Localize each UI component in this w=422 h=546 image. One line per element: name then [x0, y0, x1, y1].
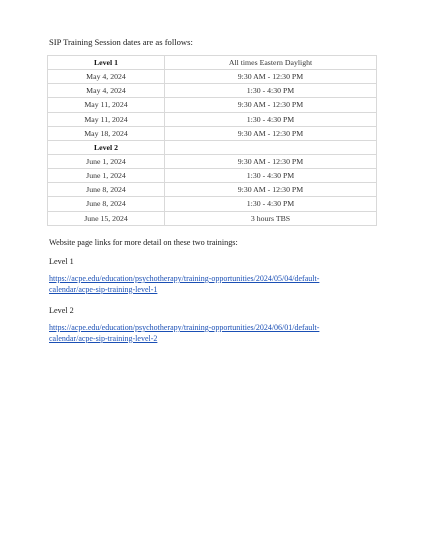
table-row: [48, 211, 377, 225]
time-cell: 9:30 AM - 12:30 PM: [165, 98, 377, 112]
table-level-header-row: [48, 140, 377, 154]
date-cell: June 1, 2024: [48, 169, 165, 183]
level-2-link-line-2: calendar/acpe-sip-training-level-2: [49, 333, 158, 343]
table-row: [48, 126, 377, 140]
date-cell: May 11, 2024: [48, 112, 165, 126]
table-row: [48, 84, 377, 98]
time-cell: 3 hours TBS: [165, 211, 377, 225]
time-note-cell: [165, 140, 377, 154]
table-row: [48, 98, 377, 112]
level-1-link-line-1: https://acpe.edu/education/psychotherapy/training-opportunities/2024/05/04/default-: [49, 274, 320, 283]
date-cell: May 18, 2024: [48, 126, 165, 140]
table-row: [48, 112, 377, 126]
time-cell: 1:30 - 4:30 PM: [165, 84, 377, 98]
date-cell: June 15, 2024: [48, 211, 165, 225]
training-schedule-table: [47, 55, 377, 226]
table-level-header-row: [48, 56, 377, 70]
table-row: [48, 169, 377, 183]
date-cell: May 4, 2024: [48, 70, 165, 84]
table-row: [48, 197, 377, 211]
table-row: [48, 70, 377, 84]
level-heading-cell: Level 1: [48, 56, 165, 70]
table-row: [48, 183, 377, 197]
time-cell: 9:30 AM - 12:30 PM: [165, 154, 377, 168]
time-cell: 1:30 - 4:30 PM: [165, 169, 377, 183]
time-cell: 9:30 AM - 12:30 PM: [165, 183, 377, 197]
time-cell: 1:30 - 4:30 PM: [165, 112, 377, 126]
date-cell: May 11, 2024: [48, 98, 165, 112]
time-cell: 1:30 - 4:30 PM: [165, 197, 377, 211]
time-note-cell: All times Eastern Daylight: [165, 56, 377, 70]
level-1-label: Level 1: [49, 257, 74, 266]
level-heading-cell: Level 2: [48, 140, 165, 154]
date-cell: May 4, 2024: [48, 84, 165, 98]
level-1-link-line-2: calendar/acpe-sip-training-level-1: [49, 284, 158, 294]
time-cell: 9:30 AM - 12:30 PM: [165, 70, 377, 84]
date-cell: June 8, 2024: [48, 183, 165, 197]
date-cell: June 1, 2024: [48, 154, 165, 168]
level-2-link-line-1: https://acpe.edu/education/psychotherapy/training-opportunities/2024/06/01/default-: [49, 323, 320, 332]
links-intro-text: Website page links for more detail on these two trainings:: [49, 238, 238, 247]
intro-text: SIP Training Session dates are as follows:: [49, 37, 193, 47]
level-2-link[interactable]: [49, 323, 319, 344]
level-1-link[interactable]: [49, 274, 319, 295]
time-cell: 9:30 AM - 12:30 PM: [165, 126, 377, 140]
level-2-label: Level 2: [49, 306, 74, 315]
date-cell: June 8, 2024: [48, 197, 165, 211]
table-row: [48, 154, 377, 168]
table-body: [48, 56, 377, 226]
